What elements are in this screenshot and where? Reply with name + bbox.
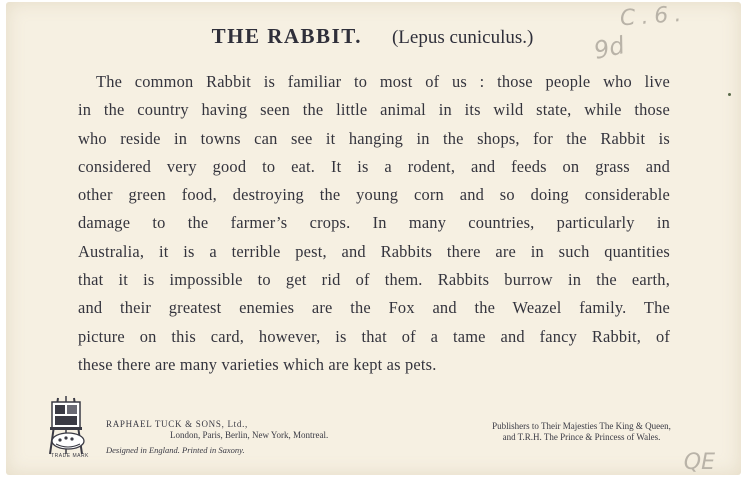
publisher-block — [106, 419, 328, 456]
pencil-note-initials: QE — [683, 450, 715, 475]
paragraph-line: picture on this card, however, is that of a tame and fancy Rabbit, of — [78, 326, 670, 346]
paragraph-line: other green food, destroying the young corn and so doing considerable — [78, 185, 670, 205]
paragraph-line: who reside in towns can see it hanging in the shops, for the Rabbit is — [78, 128, 670, 148]
paragraph-line: that it is impossible to get rid of them. Rabbits burrow in the earth, — [78, 270, 670, 290]
publisher-name: RAPHAEL TUCK & SONS, Ltd., — [106, 419, 248, 429]
trademark-label: TRADE MARK — [51, 453, 89, 459]
pencil-note-code: C.6. — [618, 1, 688, 32]
publisher-cities: London, Paris, Berlin, New York, Montreal. — [170, 430, 329, 440]
paragraph-line: damage to the farmer’s crops. In many countries, particularly in — [78, 213, 670, 233]
paragraph-line: in the country having seen the little animal in its wild state, while those — [78, 100, 670, 120]
pencil-note-price: 9d — [591, 31, 628, 65]
paragraph-line: Australia, it is a terrible pest, and Rabbits there are in such quantities — [78, 241, 670, 261]
description-paragraph — [78, 68, 670, 379]
royal-warrant-block — [465, 421, 698, 443]
easel-palette-logo-icon — [44, 394, 92, 460]
designed-printed-note: Designed in England. Printed in Saxony. — [106, 445, 245, 455]
royal-warrant-line: Publishers to Their Majesties The King & Queen, — [492, 421, 671, 431]
title-latin-name: (Lepus cuniculus.) — [391, 27, 534, 48]
paragraph-line: considered very good to eat. It is a rodent, and feeds on grass and — [78, 156, 670, 176]
paragraph-line: and their greatest enemies are the Fox and the Weazel family. The — [78, 298, 670, 318]
ink-speck — [728, 93, 731, 96]
royal-warrant-line: and T.R.H. The Prince & Princess of Wales. — [502, 432, 661, 442]
title-main: THE RABBIT. — [211, 24, 362, 48]
paragraph-line: The common Rabbit is familiar to most of us : those people who live — [96, 72, 670, 91]
paragraph-line: these there are many varieties which are kept as pets. — [78, 354, 437, 374]
